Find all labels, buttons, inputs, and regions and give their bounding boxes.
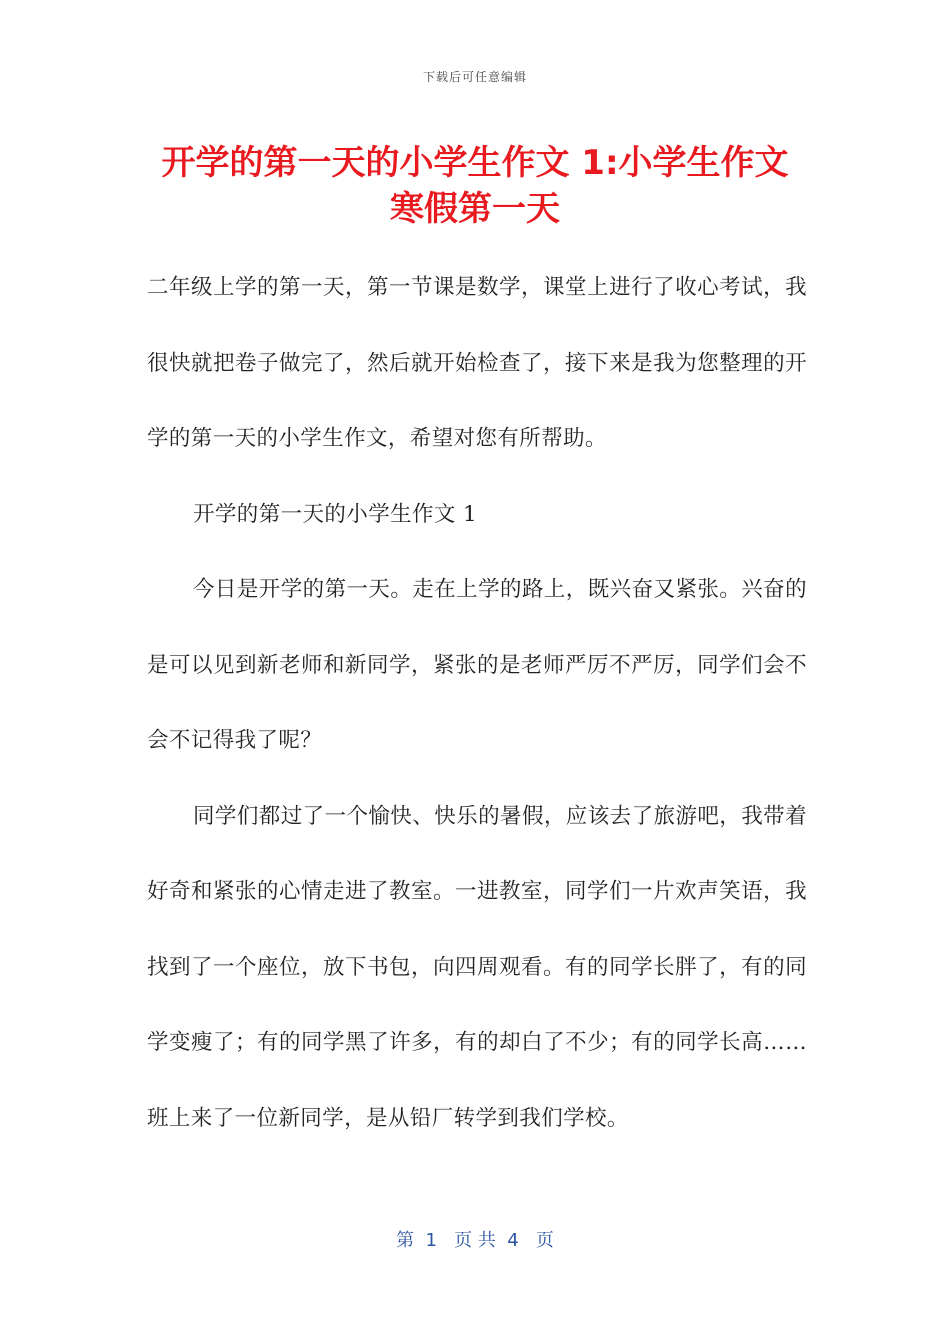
paragraph-first-day: 今日是开学的第一天。走在上学的路上，既兴奋又紧张。兴奋的是可以见到新老师和新同学，紧张的是老师严厉不严厉，同学们会不会不记得我了呢？: [147, 577, 807, 753]
document-body: [147, 250, 807, 1156]
page-number-footer: 第 1 页 共 4 页: [396, 1230, 554, 1251]
header-note: 下载后可任意编辑: [422, 70, 527, 84]
paragraph-intro: 二年级上学的第一天，第一节课是数学，课堂上进行了收心考试，我很快就把卷子做完了，然后就开始检查了，接下来是我为您整理的开学的第一天的小学生作文，希望对您有所帮助。: [147, 275, 807, 451]
paragraph-subheading: 开学的第一天的小学生作文 1: [193, 501, 478, 527]
paragraph-classroom: 同学们都过了一个愉快、快乐的暑假，应该去了旅游吧，我带着好奇和紧张的心情走进了教室。一进教室，同学们一片欢声笑语，我找到了一个座位，放下书包，向四周观看。有的同学长胖了，有的同学变瘦了；有的同学黑了许多，有的却白了不少；有的同学长高……班上来了一位新同学，是从铅厂转学到我们学校。: [147, 803, 807, 1131]
document-title: 开学的第一天的小学生作文 1:小学生作文寒假第一天: [161, 143, 789, 229]
